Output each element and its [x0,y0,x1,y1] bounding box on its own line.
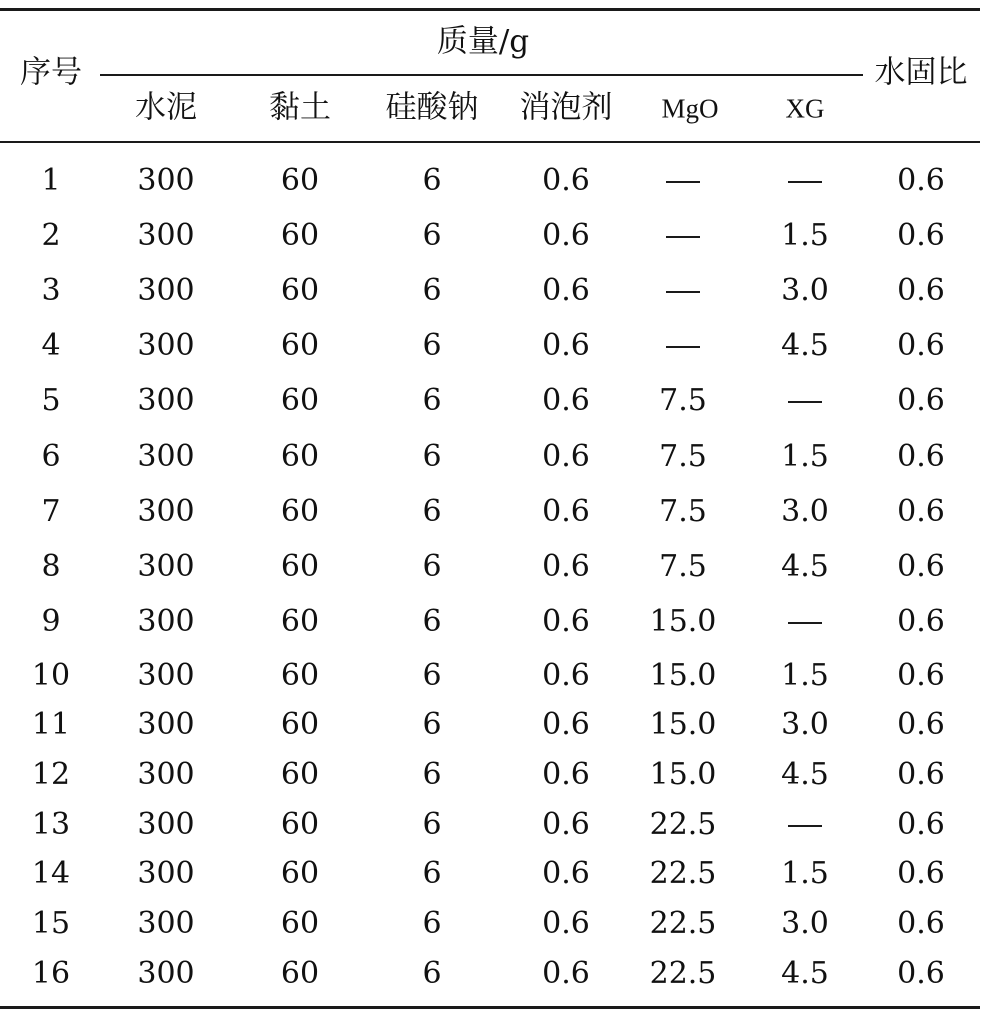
cell-mgo: 7.5 [659,549,707,584]
cell-clay: 60 [280,856,320,891]
header-rule [0,141,980,143]
header-water-solid-ratio: 水固比 [874,54,968,91]
cell-water-solid-ratio: 0.6 [897,906,945,941]
cell-mgo: 22.5 [649,956,717,991]
cell-sodium-silicate: 6 [422,707,442,742]
cell-water-solid-ratio: 0.6 [897,163,945,198]
cell-sodium-silicate: 6 [422,328,442,363]
header-sodium-silicate: 硅酸钠 [385,89,479,126]
cell-water-solid-ratio: 0.6 [897,807,945,842]
dash-mark [788,622,822,624]
cell-cement: 300 [137,163,195,198]
header-index: 序号 [20,54,82,91]
cell-sodium-silicate: 6 [422,604,442,639]
cell-index: 4 [41,328,61,363]
cell-cement: 300 [137,549,195,584]
cell-cement: 300 [137,658,195,693]
cell-water-solid-ratio: 0.6 [897,707,945,742]
cell-water-solid-ratio: 0.6 [897,328,945,363]
cell-sodium-silicate: 6 [422,218,442,253]
header-mass-group: 质量/g [436,23,530,60]
cell-sodium-silicate: 6 [422,757,442,792]
cell-sodium-silicate: 6 [422,856,442,891]
cell-mgo: 7.5 [659,383,707,418]
cell-mgo [666,331,700,361]
cell-water-solid-ratio: 0.6 [897,439,945,474]
cell-defoamer: 0.6 [542,549,590,584]
cell-clay: 60 [280,658,320,693]
cell-index: 1 [41,163,61,198]
cell-defoamer: 0.6 [542,383,590,418]
cell-defoamer: 0.6 [542,328,590,363]
cell-index: 2 [41,218,61,253]
header-mgo: MgO [661,93,719,124]
cell-mgo: 15.0 [649,658,717,693]
cell-water-solid-ratio: 0.6 [897,549,945,584]
cell-clay: 60 [280,549,320,584]
cell-index: 3 [41,273,61,308]
cell-mgo [666,221,700,251]
cell-cement: 300 [137,439,195,474]
cell-xg: 3.0 [781,273,829,308]
cell-mgo: 15.0 [649,604,717,639]
cell-defoamer: 0.6 [542,604,590,639]
cell-cement: 300 [137,273,195,308]
cell-sodium-silicate: 6 [422,273,442,308]
cell-cement: 300 [137,757,195,792]
header-clay: 黏土 [269,89,331,126]
cell-cement: 300 [137,807,195,842]
cell-xg: 4.5 [781,757,829,792]
cell-xg: 1.5 [781,439,829,474]
cell-index: 16 [31,956,71,991]
cell-cement: 300 [137,494,195,529]
cell-index: 6 [41,439,61,474]
dash-mark [666,236,700,238]
cell-mgo [666,276,700,306]
cell-clay: 60 [280,807,320,842]
cell-mgo: 22.5 [649,807,717,842]
cell-cement: 300 [137,383,195,418]
header-xg: XG [785,93,825,124]
cell-water-solid-ratio: 0.6 [897,604,945,639]
cell-water-solid-ratio: 0.6 [897,273,945,308]
cell-cement: 300 [137,956,195,991]
cell-xg: 3.0 [781,494,829,529]
cell-clay: 60 [280,328,320,363]
cell-xg: 3.0 [781,707,829,742]
cell-xg: 1.5 [781,218,829,253]
cell-water-solid-ratio: 0.6 [897,383,945,418]
cell-index: 9 [41,604,61,639]
cell-xg: 1.5 [781,658,829,693]
cell-mgo [666,166,700,196]
dash-mark [788,401,822,403]
cell-index: 15 [31,906,71,941]
cell-cement: 300 [137,604,195,639]
top-rule [0,8,980,11]
cell-xg [788,386,822,416]
cell-xg: 4.5 [781,956,829,991]
cell-index: 12 [31,757,71,792]
cell-defoamer: 0.6 [542,439,590,474]
dash-mark [788,825,822,827]
cell-xg: 1.5 [781,856,829,891]
cell-sodium-silicate: 6 [422,956,442,991]
cell-clay: 60 [280,439,320,474]
cell-sodium-silicate: 6 [422,549,442,584]
cell-mgo: 22.5 [649,856,717,891]
cell-index: 8 [41,549,61,584]
cell-sodium-silicate: 6 [422,383,442,418]
dash-mark [666,346,700,348]
cell-sodium-silicate: 6 [422,906,442,941]
cell-water-solid-ratio: 0.6 [897,757,945,792]
cell-clay: 60 [280,273,320,308]
cell-index: 14 [31,856,71,891]
cell-water-solid-ratio: 0.6 [897,218,945,253]
cell-cement: 300 [137,707,195,742]
cell-clay: 60 [280,956,320,991]
dash-mark [666,291,700,293]
cell-clay: 60 [280,604,320,639]
cell-water-solid-ratio: 0.6 [897,658,945,693]
cell-mgo: 7.5 [659,439,707,474]
cell-cement: 300 [137,906,195,941]
bottom-rule [0,1006,980,1009]
cell-clay: 60 [280,707,320,742]
cell-water-solid-ratio: 0.6 [897,494,945,529]
cell-defoamer: 0.6 [542,956,590,991]
header-defoamer: 消泡剂 [519,89,613,126]
cell-mgo: 22.5 [649,906,717,941]
group-rule [100,74,863,76]
cell-sodium-silicate: 6 [422,807,442,842]
cell-clay: 60 [280,906,320,941]
cell-xg: 4.5 [781,328,829,363]
header-cement: 水泥 [135,89,197,126]
dash-mark [788,181,822,183]
cell-clay: 60 [280,757,320,792]
cell-clay: 60 [280,383,320,418]
cell-sodium-silicate: 6 [422,658,442,693]
cell-defoamer: 0.6 [542,856,590,891]
cell-clay: 60 [280,494,320,529]
cell-defoamer: 0.6 [542,658,590,693]
cell-index: 7 [41,494,61,529]
cell-defoamer: 0.6 [542,494,590,529]
cell-defoamer: 0.6 [542,273,590,308]
cell-clay: 60 [280,218,320,253]
cell-clay: 60 [280,163,320,198]
cell-defoamer: 0.6 [542,707,590,742]
cell-index: 10 [31,658,71,693]
cell-mgo: 15.0 [649,707,717,742]
cell-index: 5 [41,383,61,418]
cell-sodium-silicate: 6 [422,439,442,474]
cell-defoamer: 0.6 [542,163,590,198]
cell-sodium-silicate: 6 [422,163,442,198]
cell-cement: 300 [137,856,195,891]
cell-defoamer: 0.6 [542,906,590,941]
cell-index: 11 [31,707,71,742]
cell-water-solid-ratio: 0.6 [897,856,945,891]
cell-xg [788,166,822,196]
cell-mgo: 15.0 [649,757,717,792]
cell-cement: 300 [137,218,195,253]
cell-water-solid-ratio: 0.6 [897,956,945,991]
cell-defoamer: 0.6 [542,807,590,842]
dash-mark [666,181,700,183]
cell-xg [788,810,822,840]
cell-xg: 4.5 [781,549,829,584]
cell-defoamer: 0.6 [542,218,590,253]
cell-xg [788,607,822,637]
cell-defoamer: 0.6 [542,757,590,792]
cell-cement: 300 [137,328,195,363]
cell-sodium-silicate: 6 [422,494,442,529]
cell-index: 13 [31,807,71,842]
cell-xg: 3.0 [781,906,829,941]
cell-mgo: 7.5 [659,494,707,529]
